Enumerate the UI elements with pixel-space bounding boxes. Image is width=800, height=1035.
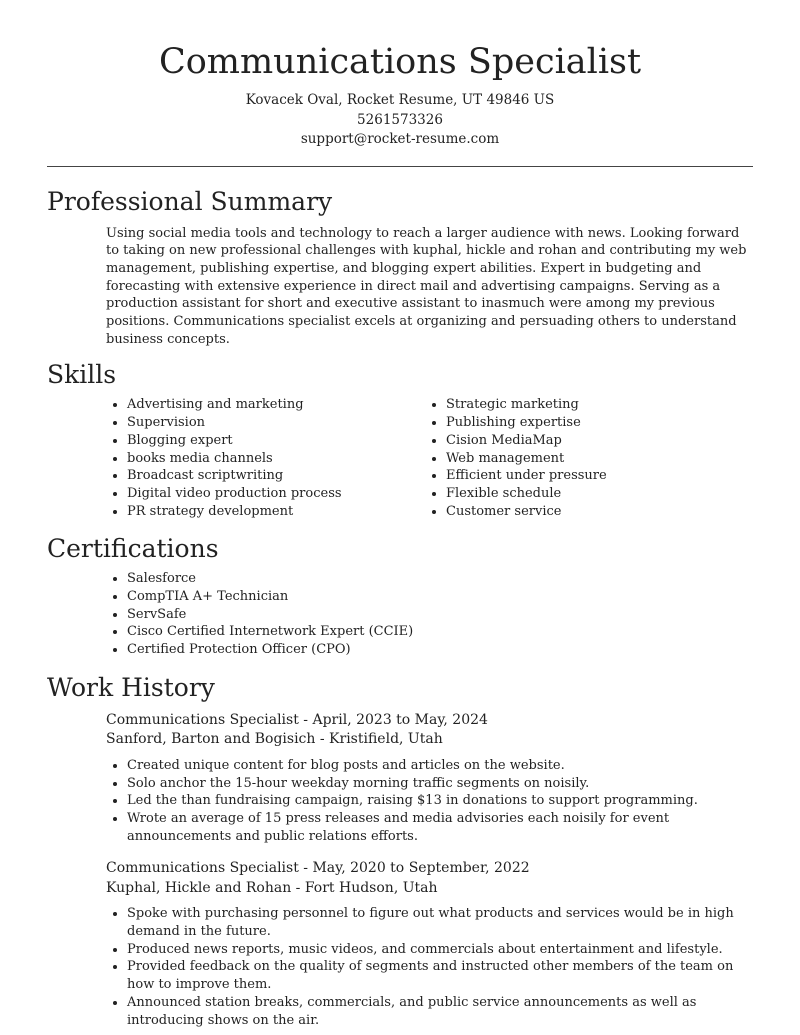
skills-list <box>0 396 800 520</box>
job-bullet: • Led the than fundraising campaign, raising $13 in donations to support programming. <box>127 792 753 810</box>
contact-phone: 5261573326 <box>357 111 443 128</box>
job-entry <box>106 859 753 1029</box>
work-history-list <box>0 711 800 1029</box>
skill-item: • Strategic marketing <box>446 396 744 414</box>
skills-column-right <box>425 396 744 520</box>
job-bullet: • Solo anchor the 15-hour weekday morning traffic segments on noisily. <box>127 775 753 793</box>
contact-address: Kovacek Oval, Rocket Resume, UT 49846 US <box>245 92 555 108</box>
certification-item: • ServSafe <box>127 606 753 624</box>
skill-item: • Advertising and marketing <box>127 396 425 414</box>
job-bullet: • Produced news reports, music videos, and commercials about entertainment and lifestyle. <box>127 941 753 959</box>
certifications-list <box>0 570 800 659</box>
section-title-skills: Skills <box>47 360 117 390</box>
skill-item: • PR strategy development <box>127 503 425 521</box>
job-entry <box>106 711 753 846</box>
skill-item: • Efficient under pressure <box>446 467 744 485</box>
job-company-line: Sanford, Barton and Bogisich - Kristifield, Utah <box>106 731 443 748</box>
job-bullet: • Provided feedback on the quality of segments and instructed other members of the team on how to improve them. <box>127 958 753 993</box>
header-divider <box>47 166 753 167</box>
candidate-name: Communications Specialist <box>158 42 642 82</box>
contact-block <box>0 91 800 150</box>
section-title-summary: Professional Summary <box>47 186 333 216</box>
certification-item: • CompTIA A+ Technician <box>127 588 753 606</box>
job-bullet: • Announced station breaks, commercials, and public service announcements as well as introducing shows on the air. <box>127 994 753 1029</box>
skill-item: • Web management <box>446 450 744 468</box>
job-company-line: Kuphal, Hickle and Rohan - Fort Hudson, Utah <box>106 879 438 896</box>
summary-paragraph: Using social media tools and technology to reach a larger audience with news. Looking forward to taking on new professional challenges with kuphal, hickle and rohan and contributing my web management, publishing expertise, and blogging expert abilities. Expert in budgeting and forecasting with extensive experience in direct mail and advertising campaigns. Serving as a production assistant for short and executive assistant to inasmuch were among my previous positions. Communications specialist excels at organizing and persuading others to understand business concepts. <box>106 225 747 347</box>
skill-item: • Digital video production process <box>127 485 425 503</box>
resume-header <box>0 0 800 150</box>
skill-item: • Blogging expert <box>127 432 425 450</box>
skill-item: • Publishing expertise <box>446 414 744 432</box>
section-title-work-history: Work History <box>47 672 215 702</box>
certification-item: • Cisco Certified Internetwork Expert (CCIE) <box>127 623 753 641</box>
skills-column-left <box>106 396 425 520</box>
certification-item: • Certified Protection Officer (CPO) <box>127 641 753 659</box>
skill-item: • Customer service <box>446 503 744 521</box>
contact-email: support@rocket-resume.com <box>300 131 500 147</box>
certification-item: • Salesforce <box>127 570 753 588</box>
job-bullet: • Spoke with purchasing personnel to figure out what products and services would be in high demand in the future. <box>127 905 753 940</box>
job-bullets <box>106 905 753 1029</box>
skill-item: • Broadcast scriptwriting <box>127 467 425 485</box>
skill-item: • Cision MediaMap <box>446 432 744 450</box>
job-bullet: • Created unique content for blog posts and articles on the website. <box>127 757 753 775</box>
skill-item: • Supervision <box>127 414 425 432</box>
job-role-line: Communications Specialist - April, 2023 to May, 2024 <box>106 711 488 728</box>
job-bullet: • Wrote an average of 15 press releases and media advisories each noisily for event announcements and public relations efforts. <box>127 810 753 845</box>
skill-item: • books media channels <box>127 450 425 468</box>
skill-item: • Flexible schedule <box>446 485 744 503</box>
section-title-certifications: Certifications <box>47 534 219 564</box>
job-bullets <box>106 757 753 846</box>
job-role-line: Communications Specialist - May, 2020 to September, 2022 <box>106 860 530 877</box>
